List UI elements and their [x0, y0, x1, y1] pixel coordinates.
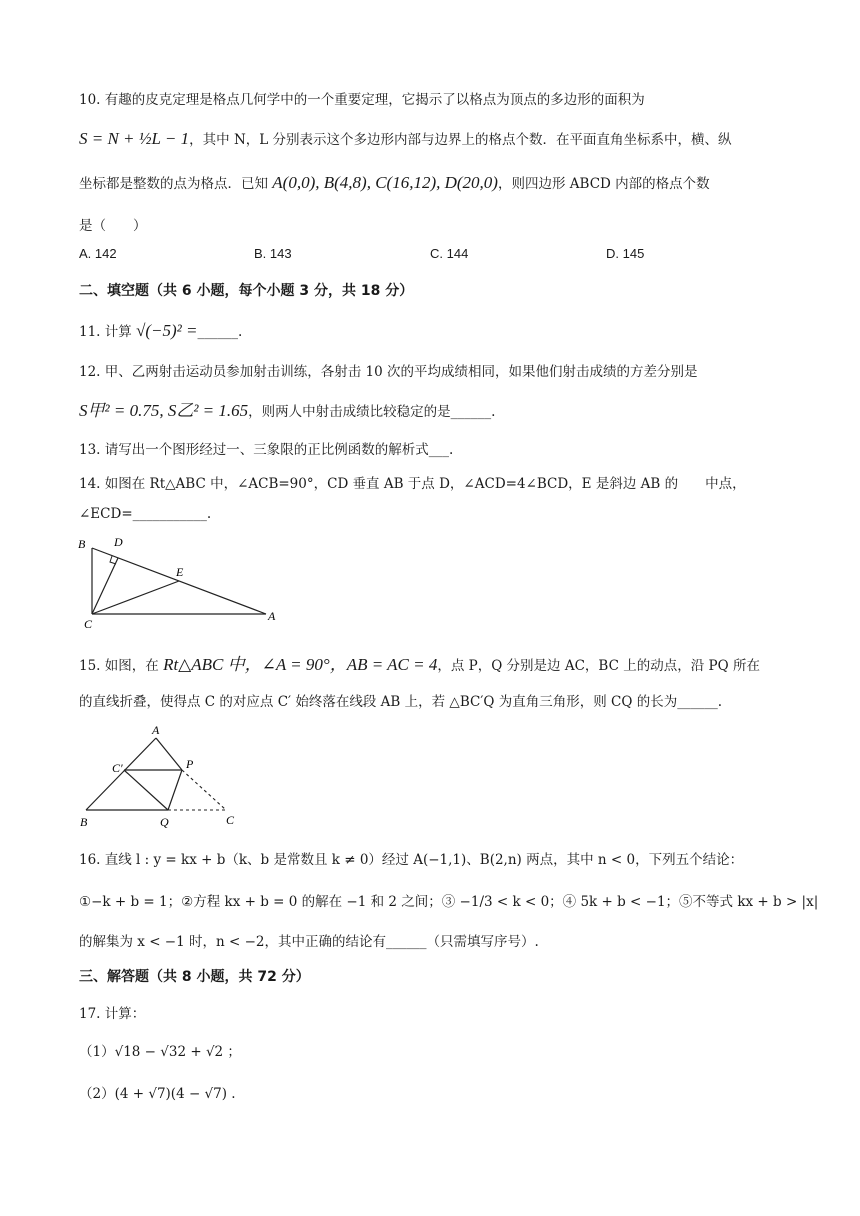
q10-line1: 10. 有趣的皮克定理是格点几何学中的一个重要定理，它揭示了以格点为顶点的多边形的面积为: [79, 92, 645, 108]
q11-prefix: 11. 计算: [79, 324, 137, 340]
q11-blank: ______.: [197, 324, 243, 340]
q15-line1: [79, 650, 760, 675]
q12-line1: 12. 甲、乙两射击运动员参加射击训练，各射击 10 次的平均成绩相同，如果他们射击成绩的方差分别是: [79, 364, 698, 380]
q15-line1-start: 15. 如图，在: [79, 658, 164, 674]
q10-line2-rest: ，其中 N，L 分别表示这个多边形内部与边界上的格点个数．在平面直角坐标系中，横、纵: [189, 132, 732, 148]
q10-option-d: D. 145: [606, 246, 645, 261]
q11-expr: √(−5)² =: [136, 321, 198, 340]
q12-line2: [79, 396, 495, 421]
q10-points: A(0,0), B(4,8), C(16,12), D(20,0): [272, 173, 498, 192]
q17-part2: （2）(4 + √7)(4 − √7) .: [79, 1086, 236, 1102]
q10-line3-start: 坐标都是整数的点为格点．已知: [79, 176, 273, 192]
q12-line2-rest: ，则两人中射击成绩比较稳定的是______.: [248, 404, 496, 420]
section3-title: 三、解答题（共 8 小题，共 72 分）: [79, 969, 310, 985]
q14-label-c: C: [84, 617, 93, 631]
q17-part1: （1）√18 − √32 + √2 ；: [79, 1044, 241, 1060]
q14-label-a: A: [268, 609, 276, 623]
q11: [79, 320, 242, 341]
q15-line2: 的直线折叠，使得点 C 的对应点 C′ 始终落在线段 AB 上，若 △BC′Q 为直角三角形，则 CQ 的长为______.: [79, 694, 723, 710]
q15-condition: Rt△ABC 中，∠A = 90°，AB = AC = 4: [163, 655, 438, 674]
q10-line2: [79, 128, 732, 149]
q15-line1-end: ，点 P，Q 分别是边 AC，BC 上的动点，沿 PQ 所在: [437, 658, 760, 674]
q10-option-b: B. 143: [254, 246, 292, 261]
q16-line3: 的解集为 x < −1 时，n < −2，其中正确的结论有______（只需填写序号）.: [79, 934, 539, 950]
q15-label-c: C: [226, 813, 235, 827]
q15-label-c-prime: C′: [112, 761, 123, 775]
q10-line4: 是（ ）: [79, 218, 147, 234]
q12-variances: S甲² = 0.75, S乙² = 1.65: [79, 401, 249, 420]
q14-label-d: D: [114, 536, 123, 549]
q15-label-a: A: [152, 723, 160, 737]
q14-label-e: E: [176, 565, 184, 579]
q10-option-a: A. 142: [79, 246, 117, 261]
q15-label-p: P: [186, 757, 194, 771]
q10-line3: [79, 172, 710, 193]
q15-label-b: B: [80, 815, 88, 829]
pick-formula: S = N + ½L − 1: [79, 129, 190, 148]
q16-line1: 16. 直线 l : y = kx + b（k、b 是常数且 k ≠ 0）经过 A(−1,1)、B(2,n) 两点，其中 n < 0，下列五个结论：: [79, 852, 744, 868]
q14-label-b: B: [78, 537, 86, 551]
q10-option-c: C. 144: [430, 246, 469, 261]
q10-line3-end: ，则四边形 ABCD 内部的格点个数: [497, 176, 710, 192]
q15-figure: [72, 722, 252, 830]
section2-title: 二、填空题（共 6 小题，每个小题 3 分，共 18 分）: [79, 283, 414, 299]
q16-line2: ①−k + b = 1；②方程 kx + b = 0 的解在 −1 和 2 之间；③ −1/3 < k < 0；④ 5k + b < −1；⑤不等式 kx + b > |x|: [79, 894, 819, 910]
q14-figure: [70, 536, 290, 632]
q13: 13. 请写出一个图形经过一、三象限的正比例函数的解析式___.: [79, 442, 454, 458]
q17-title: 17. 计算：: [79, 1006, 146, 1022]
q14-line1: 14. 如图在 Rt△ABC 中，∠ACB=90°，CD 垂直 AB 于点 D，∠ACD=4∠BCD，E 是斜边 AB 的 中点，: [79, 476, 746, 492]
q15-label-q: Q: [160, 815, 169, 829]
q14-line2: ∠ECD=___________.: [79, 506, 212, 522]
